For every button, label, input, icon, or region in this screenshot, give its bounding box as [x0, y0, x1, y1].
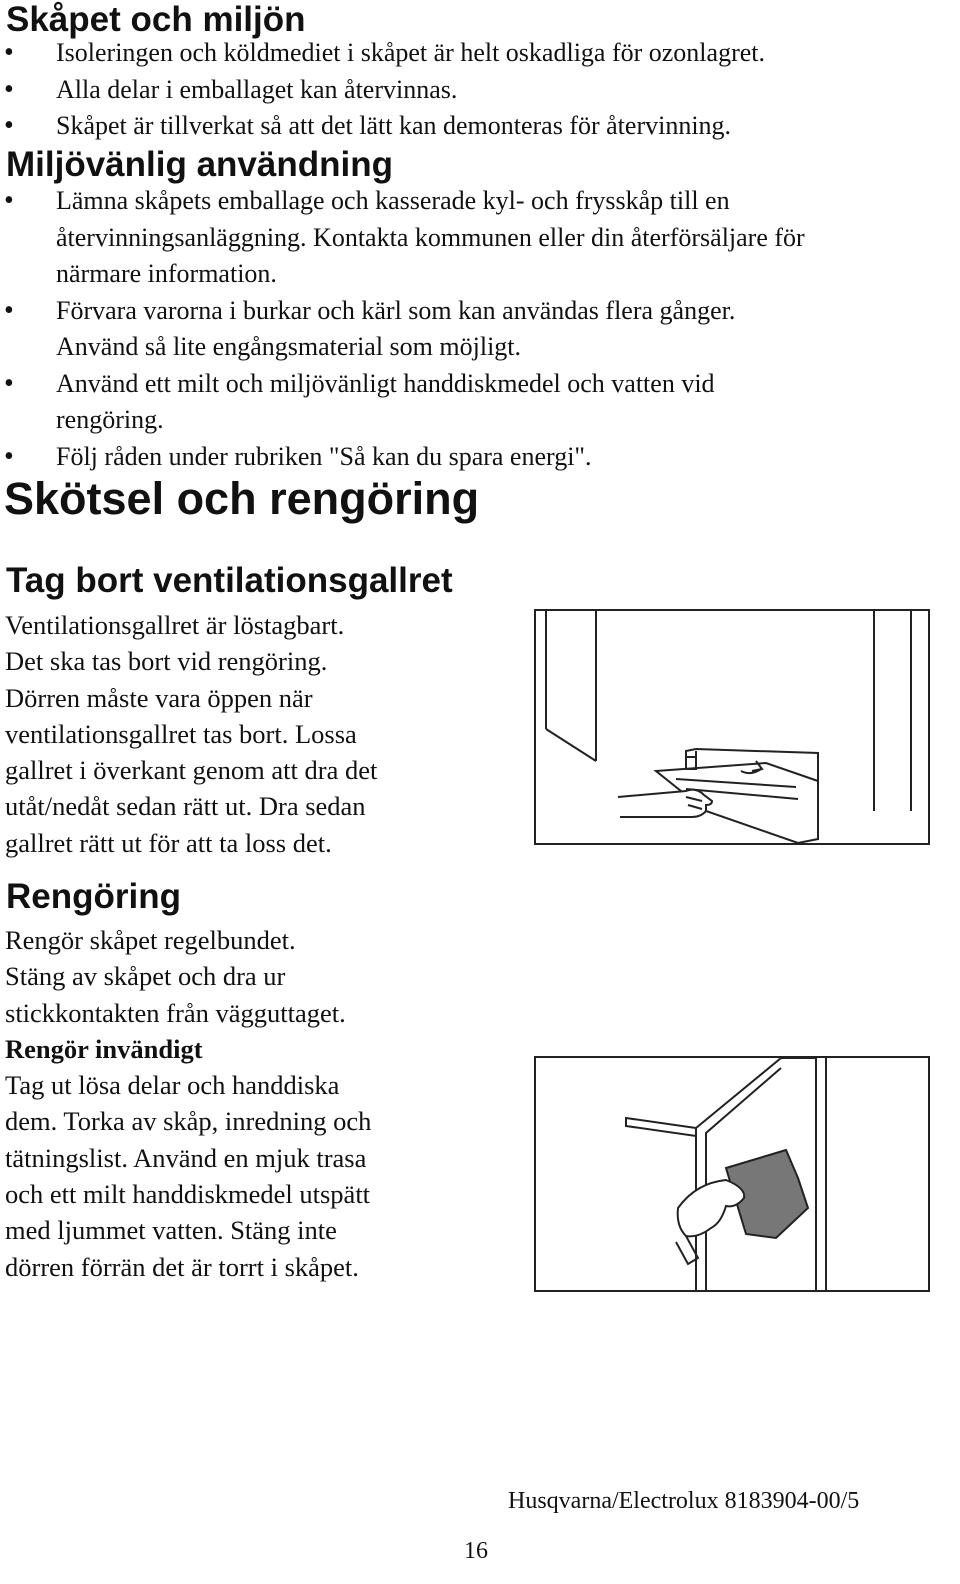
environment-bullet-list — [0, 35, 950, 145]
cleaning-instructions: Rengör skåpet regelbundet. Stäng av skåpet och dra ur stickkontakten från vägguttaget. Rengör invändigt Tag ut lösa delar och handdiska dem. Torka av skåp, inredning och tätningslist. Använd en mjuk trasa och ett milt handdiskmedel utspätt med ljummet vatten. Stäng inte dörren förrän det är torrt i skåpet. — [5, 922, 525, 1285]
eco-bullet-list — [0, 183, 955, 475]
heading-remove-grille: Tag bort ventilationsgallret — [6, 561, 453, 600]
list-item: • Lämna skåpets emballage och kasserade kyl- och frysskåp till en återvinningsanläggning. Kontakta kommunen eller din återförsäljare för närmare information. — [0, 183, 955, 293]
list-item: • Skåpet är tillverkat så att det lätt kan demonteras för återvinning. — [0, 108, 950, 145]
grille-removal-drawing — [536, 611, 928, 843]
grille-instructions: Ventilationsgallret är löstagbart. Det ska tas bort vid rengöring. Dörren måste vara öppen när ventilationsgallret tas bort. Lossa gallret i överkant genom att dra det utåt/nedåt sedan rätt ut. Dra sedan gallret rätt ut för att ta loss det. — [5, 610, 378, 858]
cleaning-inside-illustration — [534, 1056, 930, 1292]
list-item: • Använd ett milt och miljövänligt handdiskmedel och vatten vid rengöring. — [0, 366, 955, 439]
list-item: • Förvara varorna i burkar och kärl som kan användas flera gånger. Använd så lite engångsmaterial som möjligt. — [0, 293, 955, 366]
heading-cleaning: Rengöring — [6, 877, 181, 916]
list-item: • Isoleringen och köldmediet i skåpet är helt oskadliga för ozonlagret. — [0, 35, 950, 72]
list-item: • Alla delar i emballaget kan återvinnas. — [0, 72, 950, 109]
heading-environment: Skåpet och miljön — [6, 0, 306, 39]
footer-brand-model: Husqvarna/Electrolux 8183904-00/5 — [508, 1488, 860, 1514]
cleaning-inside-drawing — [536, 1058, 928, 1290]
grille-removal-illustration — [534, 609, 930, 845]
subheading-clean-inside: Rengör invändigt — [5, 1033, 203, 1064]
heading-eco-use: Miljövänlig användning — [6, 145, 393, 184]
page-number: 16 — [464, 1538, 488, 1564]
heading-care: Skötsel och rengöring — [4, 473, 480, 524]
list-item: • Följ råden under rubriken "Så kan du spara energi". — [0, 439, 955, 476]
